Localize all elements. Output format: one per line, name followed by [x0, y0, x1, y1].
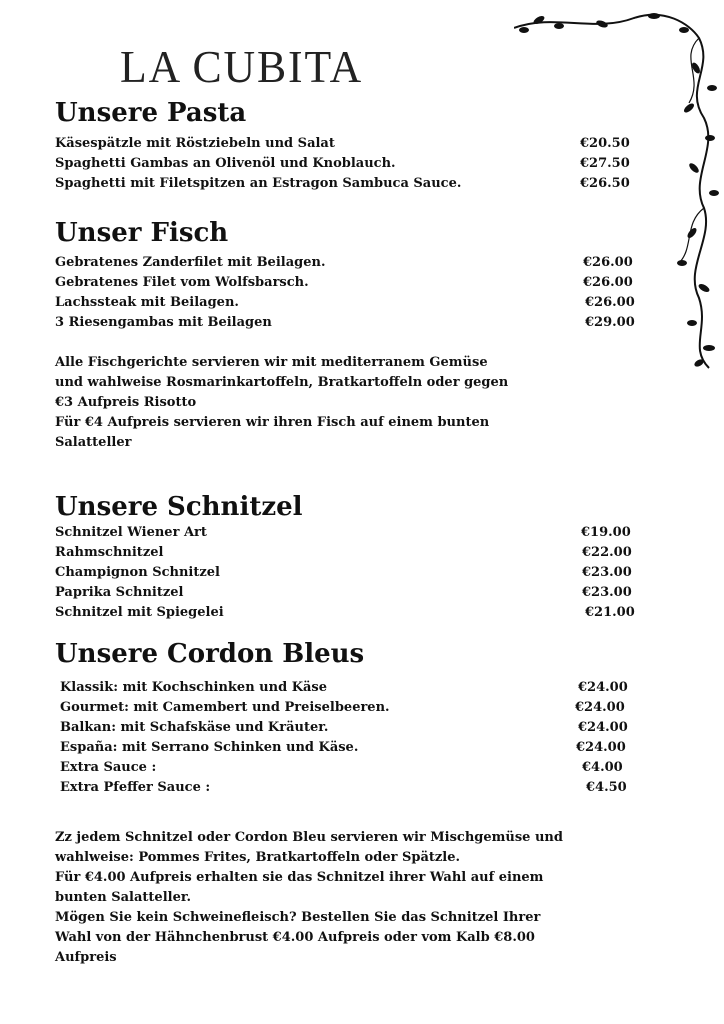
item-name: Extra Sauce : — [60, 760, 157, 775]
item-price: €24.00 — [578, 720, 628, 735]
menu-item — [60, 678, 700, 698]
menu-item — [55, 543, 695, 563]
note-line: €3 Aufpreis Risotto — [55, 395, 197, 410]
item-price: €29.00 — [585, 315, 635, 330]
note-line: Salatteller — [55, 435, 132, 450]
note-line: Alle Fischgerichte servieren wir mit mediterranem Gemüse — [55, 355, 488, 370]
menu-item — [60, 758, 700, 778]
item-price: €24.00 — [575, 700, 625, 715]
menu-item — [55, 523, 695, 543]
menu-item — [55, 253, 695, 273]
menu-item — [55, 134, 695, 154]
item-name: Schnitzel mit Spiegelei — [55, 605, 224, 620]
fisch-note — [55, 353, 508, 453]
item-name: Paprika Schnitzel — [55, 585, 184, 600]
item-name: Champignon Schnitzel — [55, 565, 220, 580]
item-price: €4.50 — [586, 780, 627, 795]
item-name: Schnitzel Wiener Art — [55, 525, 207, 540]
item-price: €27.50 — [580, 156, 630, 171]
menu-item — [55, 603, 695, 623]
item-name: Gebratenes Filet vom Wolfsbarsch. — [55, 275, 309, 290]
item-price: €26.00 — [583, 255, 633, 270]
item-price: €22.00 — [582, 545, 632, 560]
item-name: Gourmet: mit Camembert und Preiselbeeren. — [60, 700, 390, 715]
item-name: Käsespätzle mit Röstziebeln und Salat — [55, 136, 335, 151]
item-price: €23.00 — [582, 565, 632, 580]
restaurant-title: LA CUBITA — [120, 41, 364, 92]
note-line: Aufpreis — [55, 950, 117, 965]
menu-item — [60, 698, 700, 718]
menu-item — [60, 738, 700, 758]
item-name: Spaghetti Gambas an Olivenöl und Knoblauch. — [55, 156, 396, 171]
item-name: Extra Pfeffer Sauce : — [60, 780, 211, 795]
item-price: €4.00 — [582, 760, 623, 775]
note-line: Wahl von der Hähnchenbrust €4.00 Aufpreis oder vom Kalb €8.00 — [55, 930, 535, 945]
menu-item — [55, 273, 695, 293]
footer-note — [55, 828, 563, 968]
menu-item — [55, 313, 695, 333]
item-price: €20.50 — [580, 136, 630, 151]
item-price: €23.00 — [582, 585, 632, 600]
menu-item — [60, 718, 700, 738]
section-heading-pasta: Unsere Pasta — [55, 98, 247, 128]
menu-item — [55, 174, 695, 194]
item-price: €26.50 — [580, 176, 630, 191]
item-price: €26.00 — [585, 295, 635, 310]
item-name: Lachssteak mit Beilagen. — [55, 295, 239, 310]
note-line: und wahlweise Rosmarinkartoffeln, Bratkartoffeln oder gegen — [55, 375, 509, 390]
item-name: Gebratenes Zanderfilet mit Beilagen. — [55, 255, 326, 270]
section-heading-cordon-bleu: Unsere Cordon Bleus — [55, 639, 365, 669]
item-price: €19.00 — [581, 525, 631, 540]
note-line: Für €4.00 Aufpreis erhalten sie das Schnitzel ihrer Wahl auf einem — [55, 870, 544, 885]
menu-item — [55, 583, 695, 603]
note-line: Für €4 Aufpreis servieren wir ihren Fisch auf einem bunten — [55, 415, 490, 430]
note-line: wahlweise: Pommes Frites, Bratkartoffeln oder Spätzle. — [55, 850, 460, 865]
menu-item — [55, 154, 695, 174]
item-price: €26.00 — [583, 275, 633, 290]
menu-item — [55, 293, 695, 313]
item-name: 3 Riesengambas mit Beilagen — [55, 315, 272, 330]
item-name: Klassik: mit Kochschinken und Käse — [60, 680, 328, 695]
item-price: €24.00 — [576, 740, 626, 755]
item-name: España: mit Serrano Schinken und Käse. — [60, 740, 359, 755]
note-line: bunten Salatteller. — [55, 890, 192, 905]
menu-item — [60, 778, 700, 798]
note-line: Zz jedem Schnitzel oder Cordon Bleu servieren wir Mischgemüse und — [55, 830, 563, 845]
note-line: Mögen Sie kein Schweinefleisch? Bestellen Sie das Schnitzel Ihrer — [55, 910, 541, 925]
section-heading-fisch: Unser Fisch — [55, 218, 229, 248]
item-name: Balkan: mit Schafskäse und Kräuter. — [60, 720, 329, 735]
section-heading-schnitzel: Unsere Schnitzel — [55, 492, 303, 522]
item-name: Rahmschnitzel — [55, 545, 164, 560]
item-price: €21.00 — [585, 605, 635, 620]
menu-item — [55, 563, 695, 583]
item-price: €24.00 — [578, 680, 628, 695]
item-name: Spaghetti mit Filetspitzen an Estragon Sambuca Sauce. — [55, 176, 462, 191]
